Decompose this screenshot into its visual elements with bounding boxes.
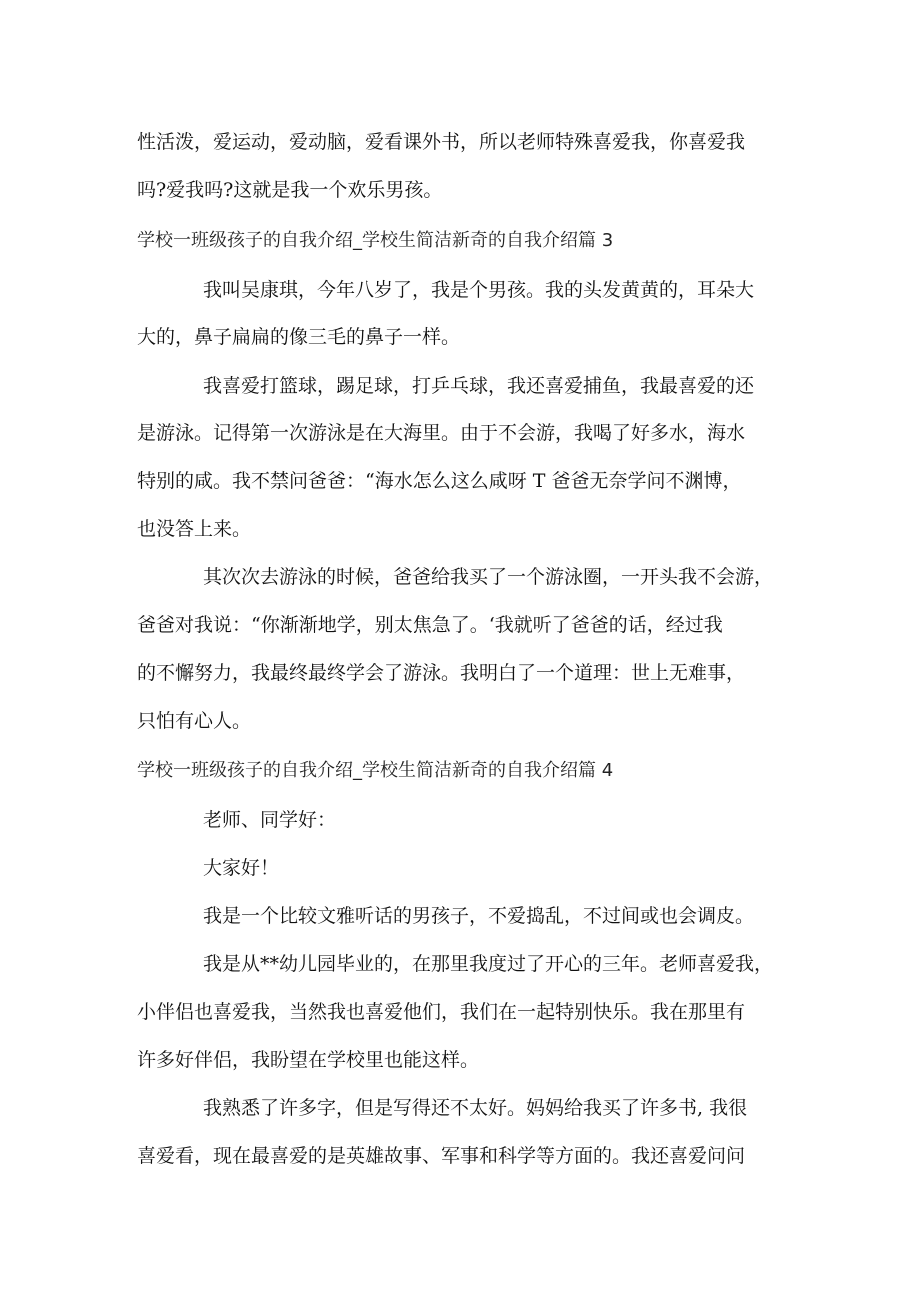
section-heading: 学校一班级孩子的自我介绍_学校生简洁新奇的自我介绍篇 3 [137, 230, 614, 251]
paragraph-line: 喜爱看，现在最喜爱的是英雄故事、军事和科学等方面的。我还喜爱问问 [137, 1145, 746, 1167]
paragraph-line: 我喜爱打篮球，踢足球，打乒乓球，我还喜爱捕鱼，我最喜爱的还 [203, 375, 755, 397]
paragraph-line: 的不懈努力，我最终最终学会了游泳。我明白了一个道理：世上无难事， [137, 662, 746, 684]
paragraph-line: 性活泼，爱运动，爱动脑，爱看课外书，所以老师特殊喜爱我，你喜爱我 [137, 131, 746, 153]
section-heading: 学校一班级孩子的自我介绍_学校生简洁新奇的自我介绍篇 4 [137, 760, 614, 781]
paragraph-line: 大的，鼻子扁扁的像三毛的鼻子一样。 [137, 326, 461, 348]
paragraph-line: 大家好！ [203, 857, 280, 879]
paragraph-line: 小伴侣也喜爱我，当然我也喜爱他们，我们在一起特别快乐。我在那里有 [137, 1001, 746, 1023]
paragraph-line: 只怕有心人。 [137, 710, 252, 732]
paragraph-line: 爸爸对我说：“你渐渐地学，别太焦急了。‘我就听了爸爸的话，经过我 [137, 614, 723, 636]
paragraph-line: 许多好伴侣，我盼望在学校里也能这样。 [137, 1049, 480, 1071]
paragraph-line: 特别的咸。我不禁问爸爸：“海水怎么这么咸呀 T 爸爸无奈学问不渊博， [137, 470, 742, 492]
paragraph-line: 我是一个比较文雅听话的男孩子，不爱捣乱，不过间或也会调皮。 [203, 905, 755, 927]
paragraph-line: 吗?爱我吗?这就是我一个欢乐男孩。 [137, 179, 443, 201]
paragraph-line: 老师、同学好： [203, 809, 337, 831]
paragraph-line: 我是从**幼儿园毕业的，在那里我度过了开心的三年。老师喜爱我， [203, 953, 774, 975]
paragraph-line: 我叫吴康琪，今年八岁了，我是个男孩。我的头发黄黄的，耳朵大 [203, 279, 755, 301]
paragraph-line: 我熟悉了许多字，但是写得还不太好。妈妈给我买了许多书, 我很 [203, 1097, 748, 1119]
paragraph-line: 也没答上来。 [137, 518, 252, 540]
paragraph-line: 是游泳。记得第一次游泳是在大海里。由于不会游，我喝了好多水，海水 [137, 422, 746, 444]
paragraph-line: 其次次去游泳的时候，爸爸给我买了一个游泳圈，一开头我不会游， [203, 566, 774, 588]
